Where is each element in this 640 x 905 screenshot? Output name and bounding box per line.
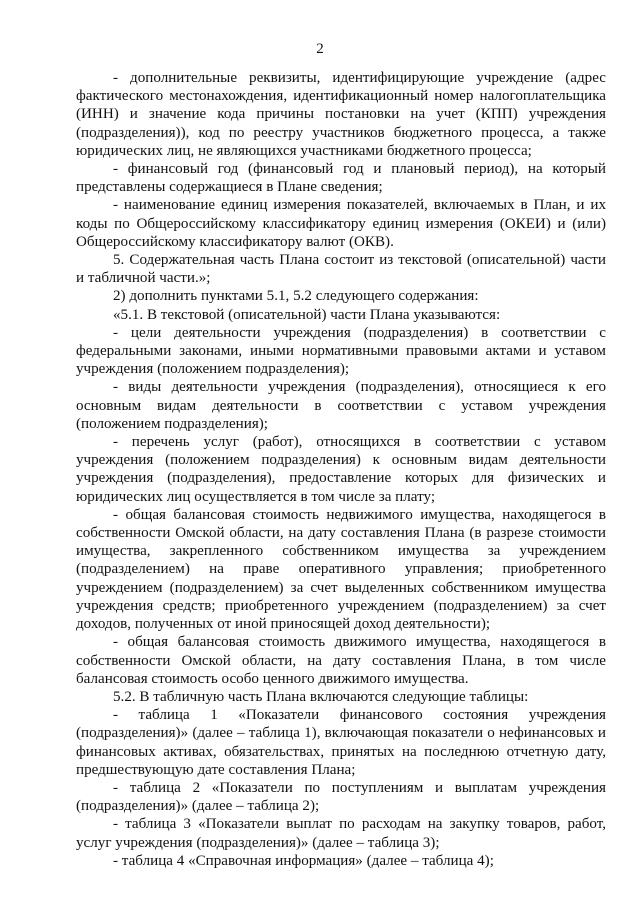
page-number: 2 [316,41,324,57]
paragraph-units-of-measure: - наименование единиц измерения показателей, включаемых в План, и их коды по Общероссийскому классификатору единиц измерения (ОКЕИ) и (или) Общероссийскому классификатору валют (ОКВ). [76,197,606,250]
paragraph-real-estate-value: - общая балансовая стоимость недвижимого имущества, находящегося в собственности Омской области, на дату составления Плана (в разрезе стоимости имущества, закрепленного собственником имущества за учреждением (подразделением) на праве оперативного управления; приобретенного учреждением (подразделением) за счет выделенных собственником имущества учреждения средств; приобретенного учреждением (подразделением) за счет доходов, полученных от иной приносящей доход деятельности); [76,506,606,633]
paragraph-financial-year: - финансовый год (финансовый год и плановый период), на который представлены содержащиеся в Плане сведения; [76,161,606,196]
paragraph-table-4: - таблица 4 «Справочная информация» (далее – таблица 4); [113,852,494,869]
paragraph-amendment-2: 2) дополнить пунктами 5.1, 5.2 следующего содержания: [113,288,479,305]
paragraph-services-list: - перечень услуг (работ), относящихся в соответствии с уставом учреждения (положением подразделения) к основным видам деятельности учреждения (подразделения), предоставление которых для физических и юридических лиц осуществляется в том числе за плату; [76,434,606,505]
paragraph-table-2: - таблица 2 «Показатели по поступлениям и выплатам учреждения (подразделения)» (далее – таблица 2); [76,779,606,815]
paragraph-table-3: - таблица 3 «Показатели выплат по расходам на закупку товаров, работ, услуг учреждения (подразделения)» (далее – таблица 3); [76,816,606,851]
paragraph-5-1-heading: «5.1. В текстовой (описательной) части Плана указываются: [113,306,501,323]
paragraph-plan-content: 5. Содержательная часть Плана состоит из текстовой (описательной) части и табличной части.»; [76,252,606,287]
paragraph-activity-types: - виды деятельности учреждения (подразделения), относящиеся к его основным видам деятельности в соответствии с уставом учреждения (положением подразделения); [76,379,606,432]
paragraph-additional-details: - дополнительные реквизиты, идентифицирующие учреждение (адрес фактического местонахождения, идентификационный номер налогоплательщика (ИНН) и значение кода причины постановки на учет (КПП) учреждения (подразделения)), код по реестру участников бюджетного процесса, а также юридических лиц, не являющихся участниками бюджетного процесса; [76,70,606,159]
paragraph-activity-goals: - цели деятельности учреждения (подразделения) в соответствии с федеральными законами, иными нормативными правовыми актами и уставом учреждения (положением подразделения); [76,324,606,378]
document-body [76,69,606,870]
paragraph-5-2-heading: 5.2. В табличную часть Плана включаются следующие таблицы: [113,688,529,705]
paragraph-table-1: - таблица 1 «Показатели финансового состояния учреждения (подразделения)» (далее – таблица 1), включающая показатели о нефинансовых и финансовых активах, обязательствах, принятых на последнюю отчетную дату, предшествующую дате составления Плана; [76,707,606,778]
paragraph-movable-property-value: - общая балансовая стоимость движимого имущества, находящегося в собственности Омской области, на дату составления Плана, в том числе балансовая стоимость особо ценного движимого имущества. [76,634,606,687]
